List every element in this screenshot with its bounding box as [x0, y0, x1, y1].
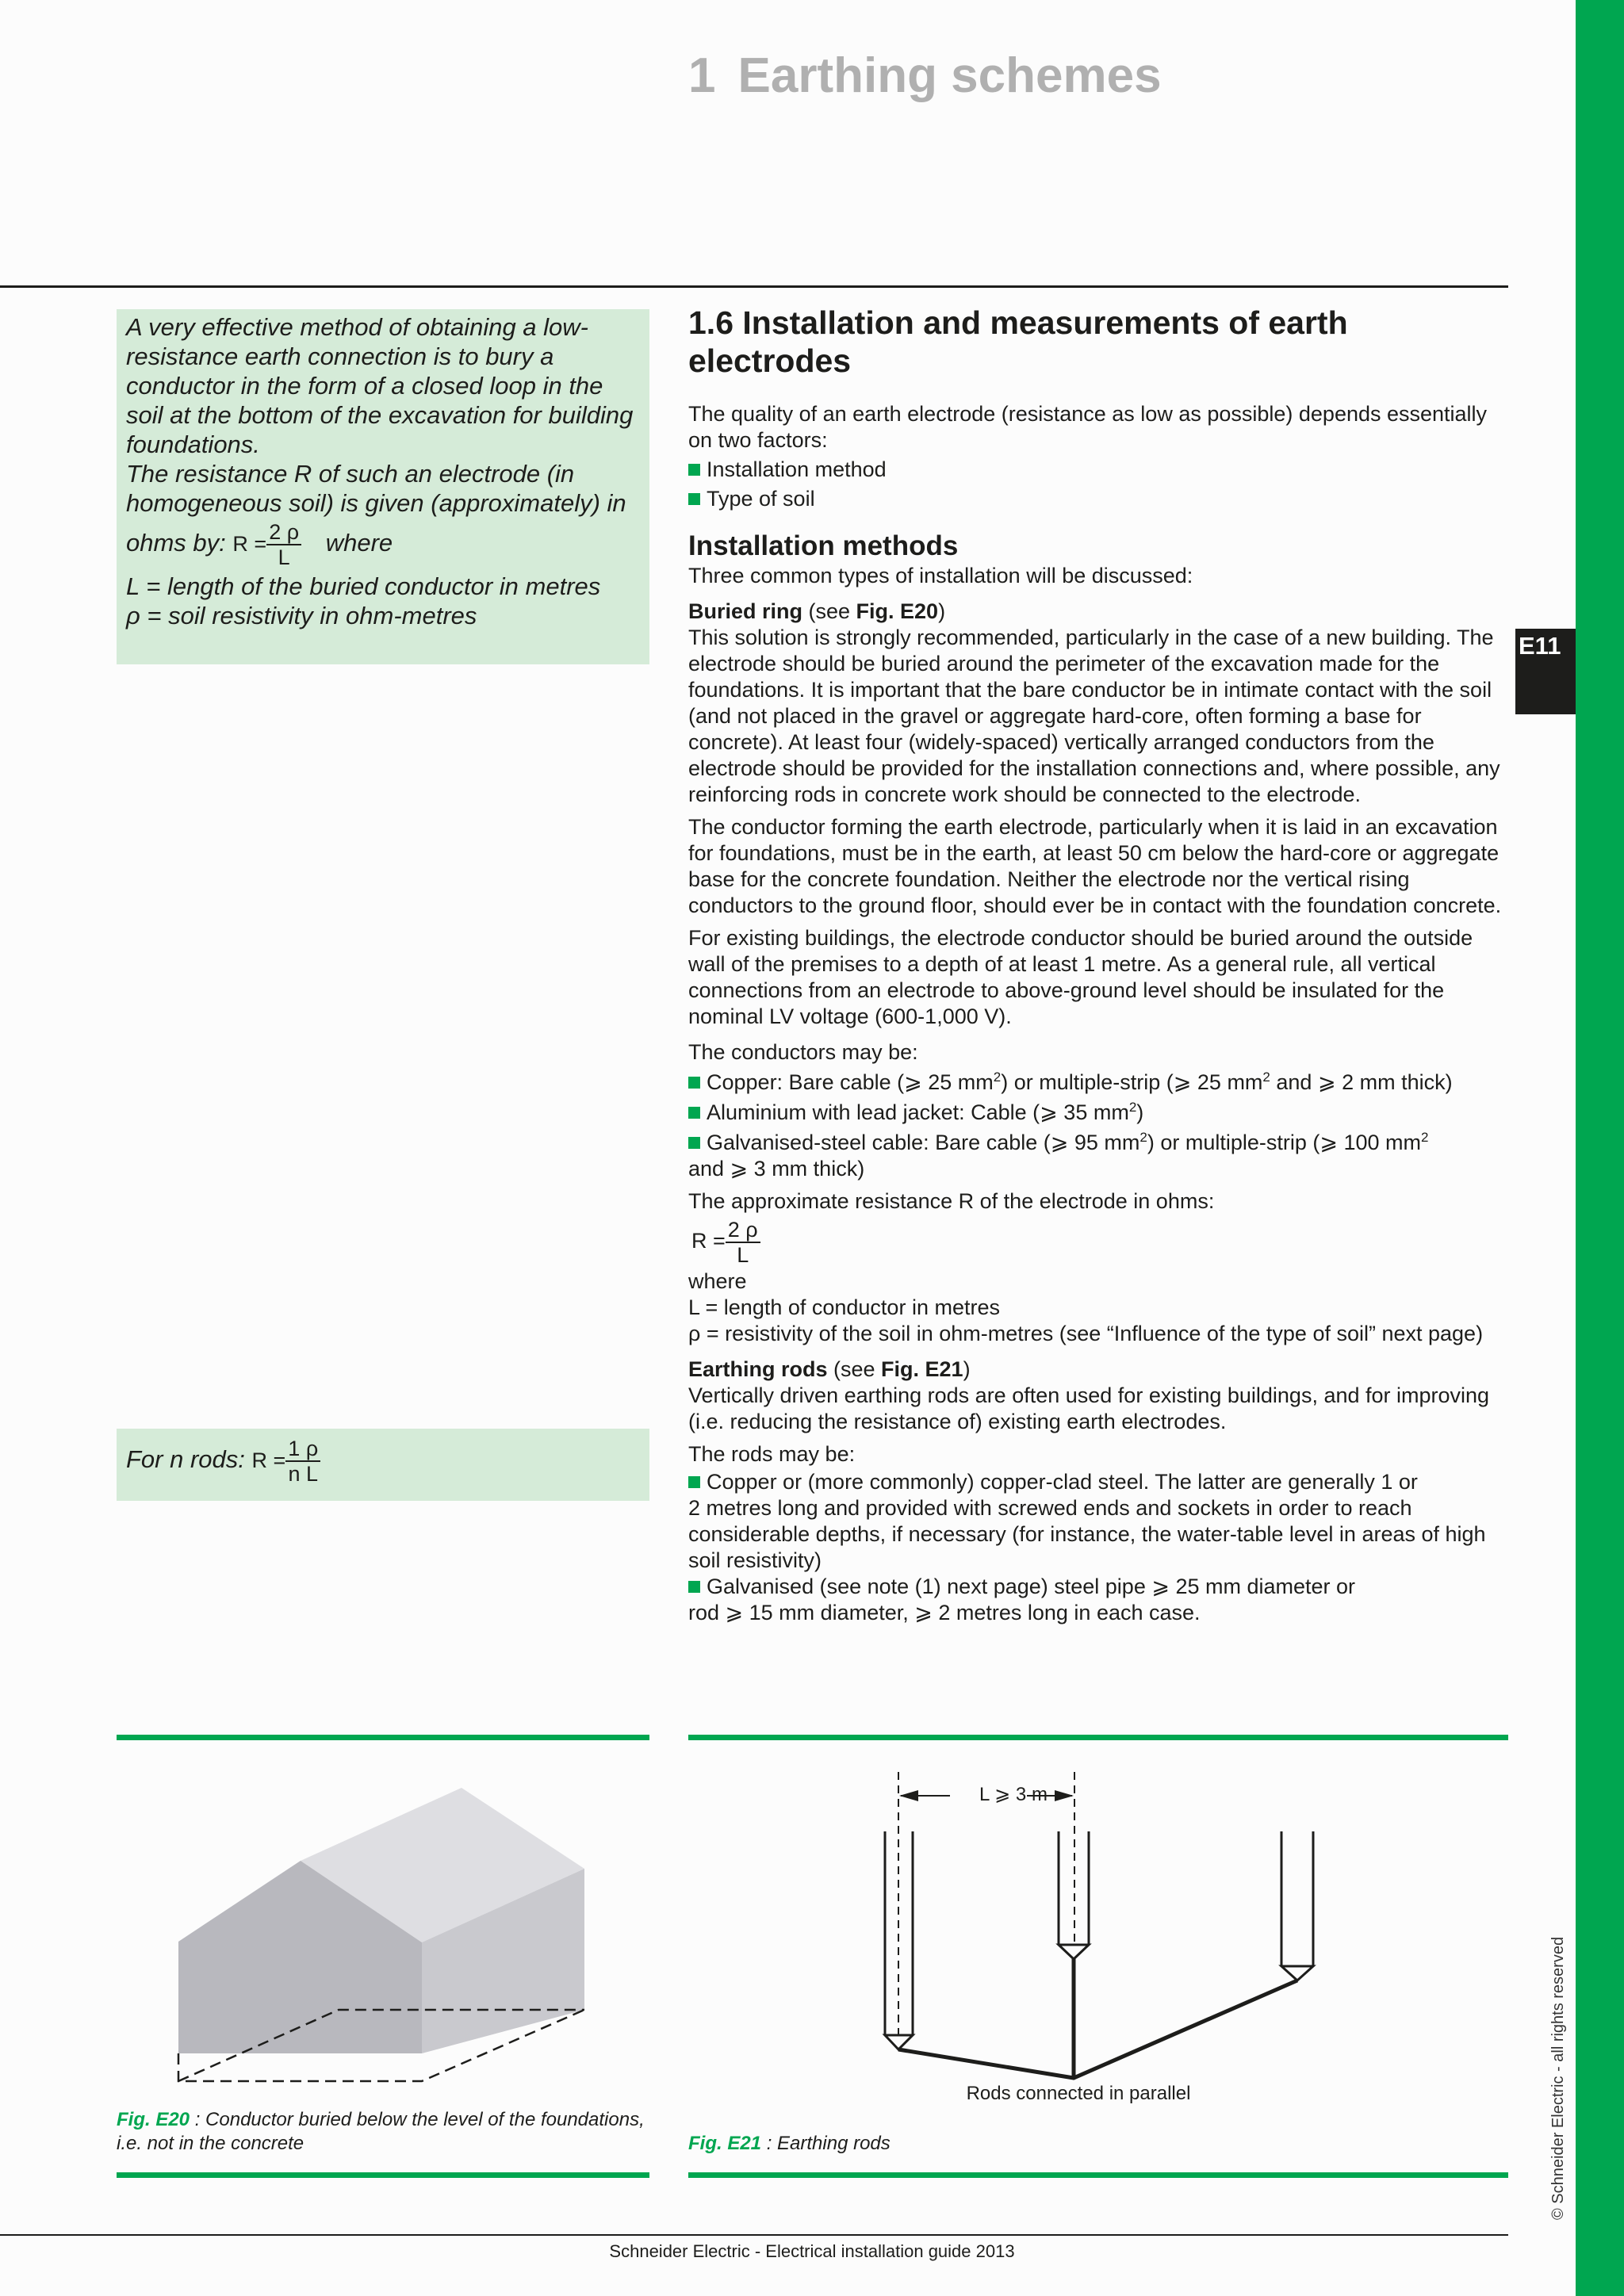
summary-box — [117, 309, 649, 664]
figure-e21-caption — [688, 2132, 1508, 2156]
ring-see-close: ) — [938, 599, 946, 623]
formula-fraction — [266, 520, 301, 569]
methods-intro: Three common types of installation will be discussed: — [688, 564, 1193, 587]
figure-e21-ref: Fig. E21 — [688, 2133, 762, 2154]
squared-mark: 2 — [1128, 1100, 1137, 1115]
rod-galvanised-text: Galvanised (see note (1) next page) steel pipe ⩾ 25 mm diameter or — [707, 1575, 1356, 1598]
resistance-formula-fraction — [726, 1218, 760, 1267]
rods-formula-denominator: n L — [288, 1462, 319, 1486]
resistance-formula-denominator: L — [737, 1243, 749, 1267]
copper-text-2: ) or multiple-strip (⩾ 25 mm — [1001, 1070, 1263, 1094]
squared-mark: 2 — [1262, 1070, 1270, 1085]
rods-see-close: ) — [963, 1357, 971, 1381]
rho-symbol: ρ — [688, 1322, 701, 1345]
figure-e20-bottom-rule — [117, 2172, 649, 2178]
squared-mark: 2 — [1421, 1130, 1429, 1145]
section-title: 1.6 Installation and measurements of earth electrodes — [688, 304, 1348, 379]
summary-text-2: The resistance R of such an electrode (in homogeneous soil) is given (approximately) in — [126, 460, 626, 517]
rod-3-tip — [1281, 1966, 1313, 1980]
conductor-item-copper — [688, 1070, 1508, 1096]
header-rule — [0, 285, 1508, 288]
rods-formula-lhs: R = — [251, 1448, 286, 1473]
resistance-formula-numerator: 2 ρ — [726, 1218, 760, 1243]
chapter-title: Earthing schemes — [737, 48, 1162, 103]
factor-label: Installation method — [707, 457, 887, 481]
ring-paragraph-3: For existing buildings, the electrode conductor should be buried around the outside wall of the premises to a depth of at least 1 metre. As a general rule, all vertical connections from an electrode to above-ground level should be insulated for the nominal LV voltage (600-1,000 V). — [688, 926, 1473, 1028]
page-tab-label: E11 — [1519, 632, 1561, 660]
L-definition: L = length of conductor in metres — [688, 1295, 1000, 1319]
rods-subheading — [688, 1357, 1508, 1383]
galvanised-text: Galvanised-steel cable: Bare cable (⩾ 95 mm — [707, 1131, 1140, 1154]
copper-text: Copper: Bare cable (⩾ 25 mm — [707, 1070, 994, 1094]
figure-e20-caption-text: : Conductor buried below the level of the foundations, i.e. not in the concrete — [117, 2109, 645, 2154]
rods-heading: Earthing rods — [688, 1357, 828, 1381]
bullet-icon — [688, 1077, 700, 1089]
rho-definition-text: = resistivity of the soil in ohm-metres (see “Influence of the type of soil” next page) — [700, 1322, 1484, 1345]
ring-heading: Buried ring — [688, 599, 803, 623]
rod-item-copper — [688, 1469, 1508, 1574]
figure-e21-caption-text: : Earthing rods — [761, 2133, 891, 2154]
rods-intro: The rods may be: — [688, 1442, 856, 1466]
resistance-intro: The approximate resistance R of the electrode in ohms: — [688, 1189, 1215, 1213]
rods-parallel-label: Rods connected in parallel — [966, 2083, 1191, 2104]
bullet-icon — [688, 464, 700, 476]
footer-rule — [0, 2234, 1508, 2236]
rod-spacing-label: L ⩾ 3 m — [979, 1784, 1048, 1805]
rods-see: (see — [827, 1357, 882, 1381]
galvanised-text-3: and ⩾ 3 mm thick) — [688, 1157, 865, 1181]
rod-copper-text: Copper or (more commonly) copper-clad steel. The latter are generally 1 or — [707, 1470, 1418, 1494]
figure-e20-caption — [117, 2108, 649, 2156]
side-accent-bar — [1576, 0, 1624, 2296]
conductors-intro: The conductors may be: — [688, 1040, 918, 1064]
figure-e21-bottom-rule — [688, 2172, 1508, 2178]
where-label: where — [688, 1269, 747, 1293]
rods-paragraph: Vertically driven earthing rods are often used for existing buildings, and for improving (i.e. reducing the resistance of) existing earth electrodes. — [688, 1383, 1490, 1433]
figure-e20-ref: Fig. E20 — [117, 2109, 190, 2130]
summary-L-definition: L = length of the buried conductor in metres — [126, 572, 601, 600]
factor-item — [688, 486, 1508, 512]
formula-denominator: L — [278, 545, 290, 569]
figure-e21-illustration — [688, 1744, 1508, 2109]
rod-galvanised-text-2: rod ⩾ 15 mm diameter, ⩾ 2 metres long in each case. — [688, 1601, 1201, 1624]
figure-e21-top-rule — [688, 1735, 1508, 1740]
rod-2-tip — [1059, 1945, 1089, 1959]
page-footer: Schneider Electric - Electrical installation guide 2013 — [609, 2241, 1015, 2261]
resistance-formula-lhs: R = — [691, 1229, 726, 1253]
aluminium-text: Aluminium with lead jacket: Cable (⩾ 35 mm — [707, 1100, 1129, 1124]
figure-e20-top-rule — [117, 1735, 649, 1740]
bullet-icon — [688, 1107, 700, 1119]
conductor-item-aluminium — [688, 1100, 1508, 1126]
page-tab — [1515, 629, 1576, 714]
ring-paragraph-1: This solution is strongly recommended, particularly in the case of a new building. The electrode should be buried around the perimeter of the excavation made for the foundations. It is important that the bare conductor be in intimate contact with the soil (and not placed in the gravel or aggregate hard-core, often forming a base for concrete). At least four (widely-spaced) vertically arranged conductors from the electrode should be provided for the installation connections and, where possible, any reinforcing rods in concrete work should be connected to the electrode. — [688, 626, 1500, 806]
galvanised-text-2: ) or multiple-strip (⩾ 100 mm — [1147, 1131, 1422, 1154]
summary-text-1: A very effective method of obtaining a low-resistance earth connection is to bury a conductor in the form of a closed loop in the soil at the bottom of the excavation for building foundations. — [126, 313, 634, 458]
rods-formula-numerator: 1 ρ — [285, 1437, 320, 1462]
summary-where: where — [325, 529, 393, 557]
formula-numerator: 2 ρ — [266, 520, 301, 545]
bullet-icon — [688, 493, 700, 505]
factor-label: Type of soil — [707, 487, 815, 511]
summary-rho-definition: ρ = soil resistivity in ohm-metres — [126, 602, 477, 629]
parallel-connection-conductor — [898, 1980, 1297, 2078]
summary-ohms-label: ohms by: — [126, 529, 226, 557]
rod-1-tip — [885, 2035, 913, 2049]
aluminium-text-2: ) — [1136, 1100, 1144, 1124]
resistance-formula — [691, 1218, 1508, 1267]
bullet-icon — [688, 1476, 700, 1488]
squared-mark: 2 — [993, 1070, 1002, 1085]
dimension-arrow-left — [899, 1790, 918, 1801]
ring-paragraph-2: The conductor forming the earth electrode, particularly when it is laid in an excavation for foundations, must be in the earth, at least 50 cm below the hard-core or aggregate base for the concrete foundation. Neither the electrode nor the vertical rising conductors to the ground floor, should ever be in contact with the foundation concrete. — [688, 815, 1502, 917]
rods-formula-label: For n rods: — [126, 1445, 245, 1474]
copper-text-3: and ⩾ 2 mm thick) — [1270, 1070, 1453, 1094]
intro-paragraph: The quality of an earth electrode (resistance as low as possible) depends essentially on two factors: — [688, 402, 1488, 452]
bullet-icon — [688, 1137, 700, 1149]
figure-e20-illustration — [117, 1752, 649, 2101]
rho-definition — [688, 1321, 1508, 1347]
squared-mark: 2 — [1139, 1130, 1147, 1145]
chapter-heading — [688, 48, 1162, 104]
rods-figure-ref: Fig. E21 — [881, 1357, 963, 1381]
ring-see: (see — [802, 599, 856, 623]
ring-figure-ref: Fig. E20 — [856, 599, 939, 623]
copyright-notice: © Schneider Electric - all rights reserved — [1549, 1936, 1567, 2220]
rod-item-galvanised — [688, 1574, 1508, 1626]
bullet-icon — [688, 1581, 700, 1593]
ring-subheading — [688, 599, 1508, 625]
main-column — [688, 304, 1508, 1626]
rods-formula-fraction — [285, 1437, 320, 1486]
rod-copper-text-2: 2 metres long and provided with screwed ends and sockets in order to reach considerable depths, if necessary (for instance, the water-table level in areas of high soil resistivity) — [688, 1496, 1486, 1572]
factor-item — [688, 457, 1508, 483]
rods-formula-box — [117, 1429, 649, 1501]
formula-lhs: R = — [232, 532, 267, 557]
chapter-number: 1 — [688, 48, 716, 103]
summary-formula-line — [126, 520, 640, 569]
conductor-item-galvanised — [688, 1130, 1508, 1182]
methods-heading: Installation methods — [688, 530, 959, 561]
